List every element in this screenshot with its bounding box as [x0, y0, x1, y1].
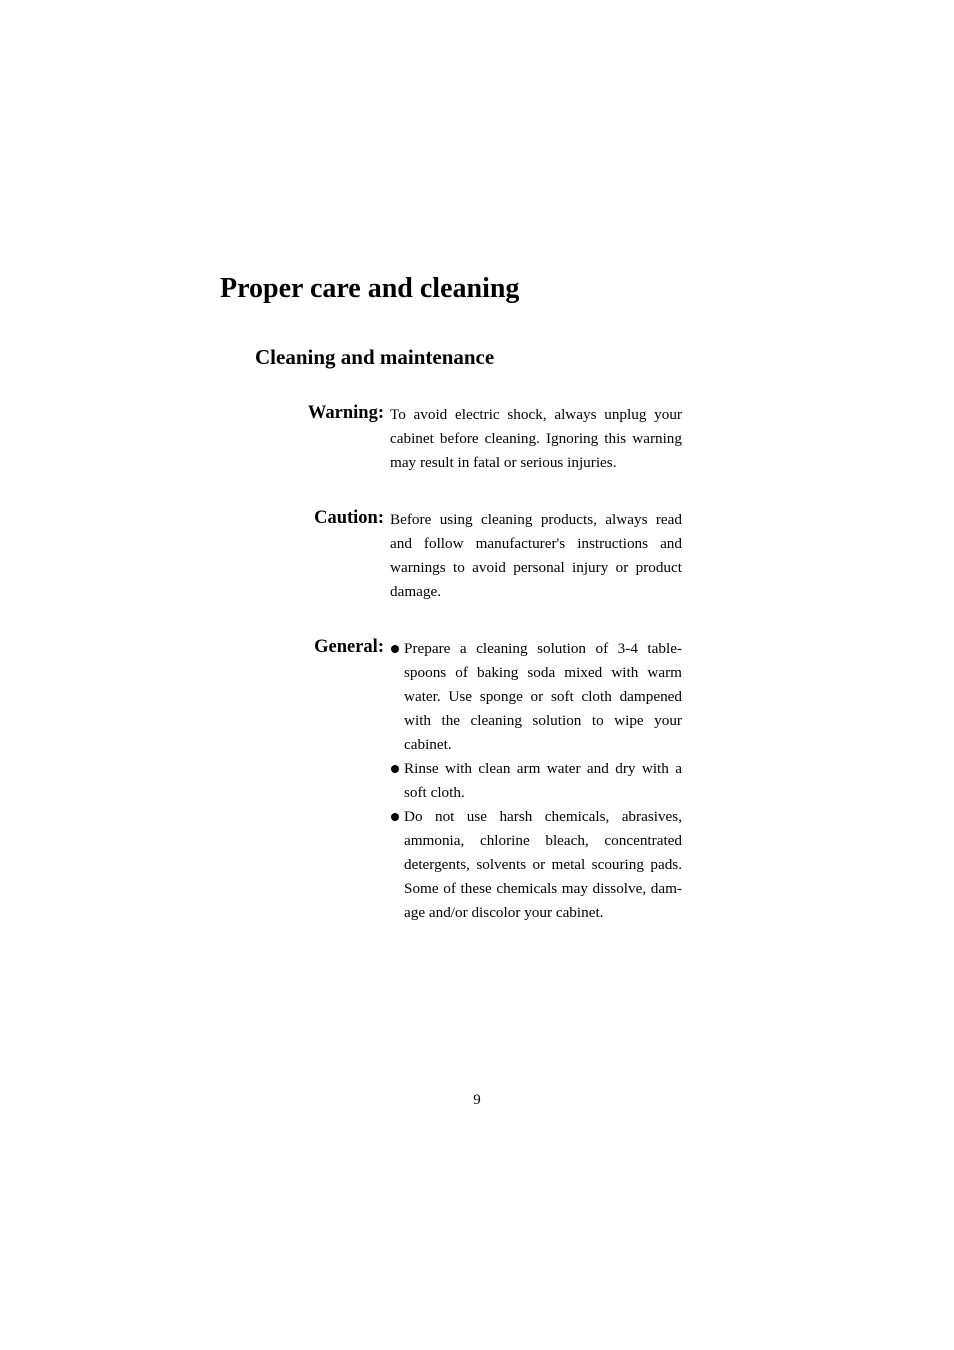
general-label: General: [314, 637, 384, 657]
page-title: Proper care and cleaning [220, 273, 520, 304]
list-item [390, 757, 682, 805]
section-subtitle: Cleaning and maintenance [255, 345, 495, 369]
bullet-icon [391, 645, 399, 653]
caution-label: Caution: [314, 508, 384, 528]
warning-text: To avoid electric shock, always unplug your cabinet before cleaning. Ignoring this warning may result in fatal or serious injuries. [390, 406, 682, 471]
list-item-text: Rinse with clean arm water and dry with a soft cloth. [404, 760, 682, 801]
list-item [390, 805, 682, 925]
bullet-icon [391, 813, 399, 821]
page-number: 9 [473, 1092, 481, 1108]
caution-text: Before using cleaning products, always read and follow manufacturer's instructions and warnings to avoid personal injury or product damage. [390, 511, 682, 600]
list-item [390, 637, 682, 757]
bullet-icon [391, 765, 399, 773]
list-item-text: Do not use harsh chemicals, abrasives, ammonia, chlorine bleach, concentrated detergents, solvents or metal scouring pads. Some of these chemicals may dissolve, dam-age and/or discolor your cabinet. [404, 808, 682, 921]
list-item-text: Prepare a cleaning solution of 3-4 table-spoons of baking soda mixed with warm water. Use sponge or soft cloth dampened with the cleaning solution to wipe your cabinet. [404, 640, 682, 753]
general-list [390, 637, 682, 925]
warning-label: Warning: [307, 403, 384, 423]
